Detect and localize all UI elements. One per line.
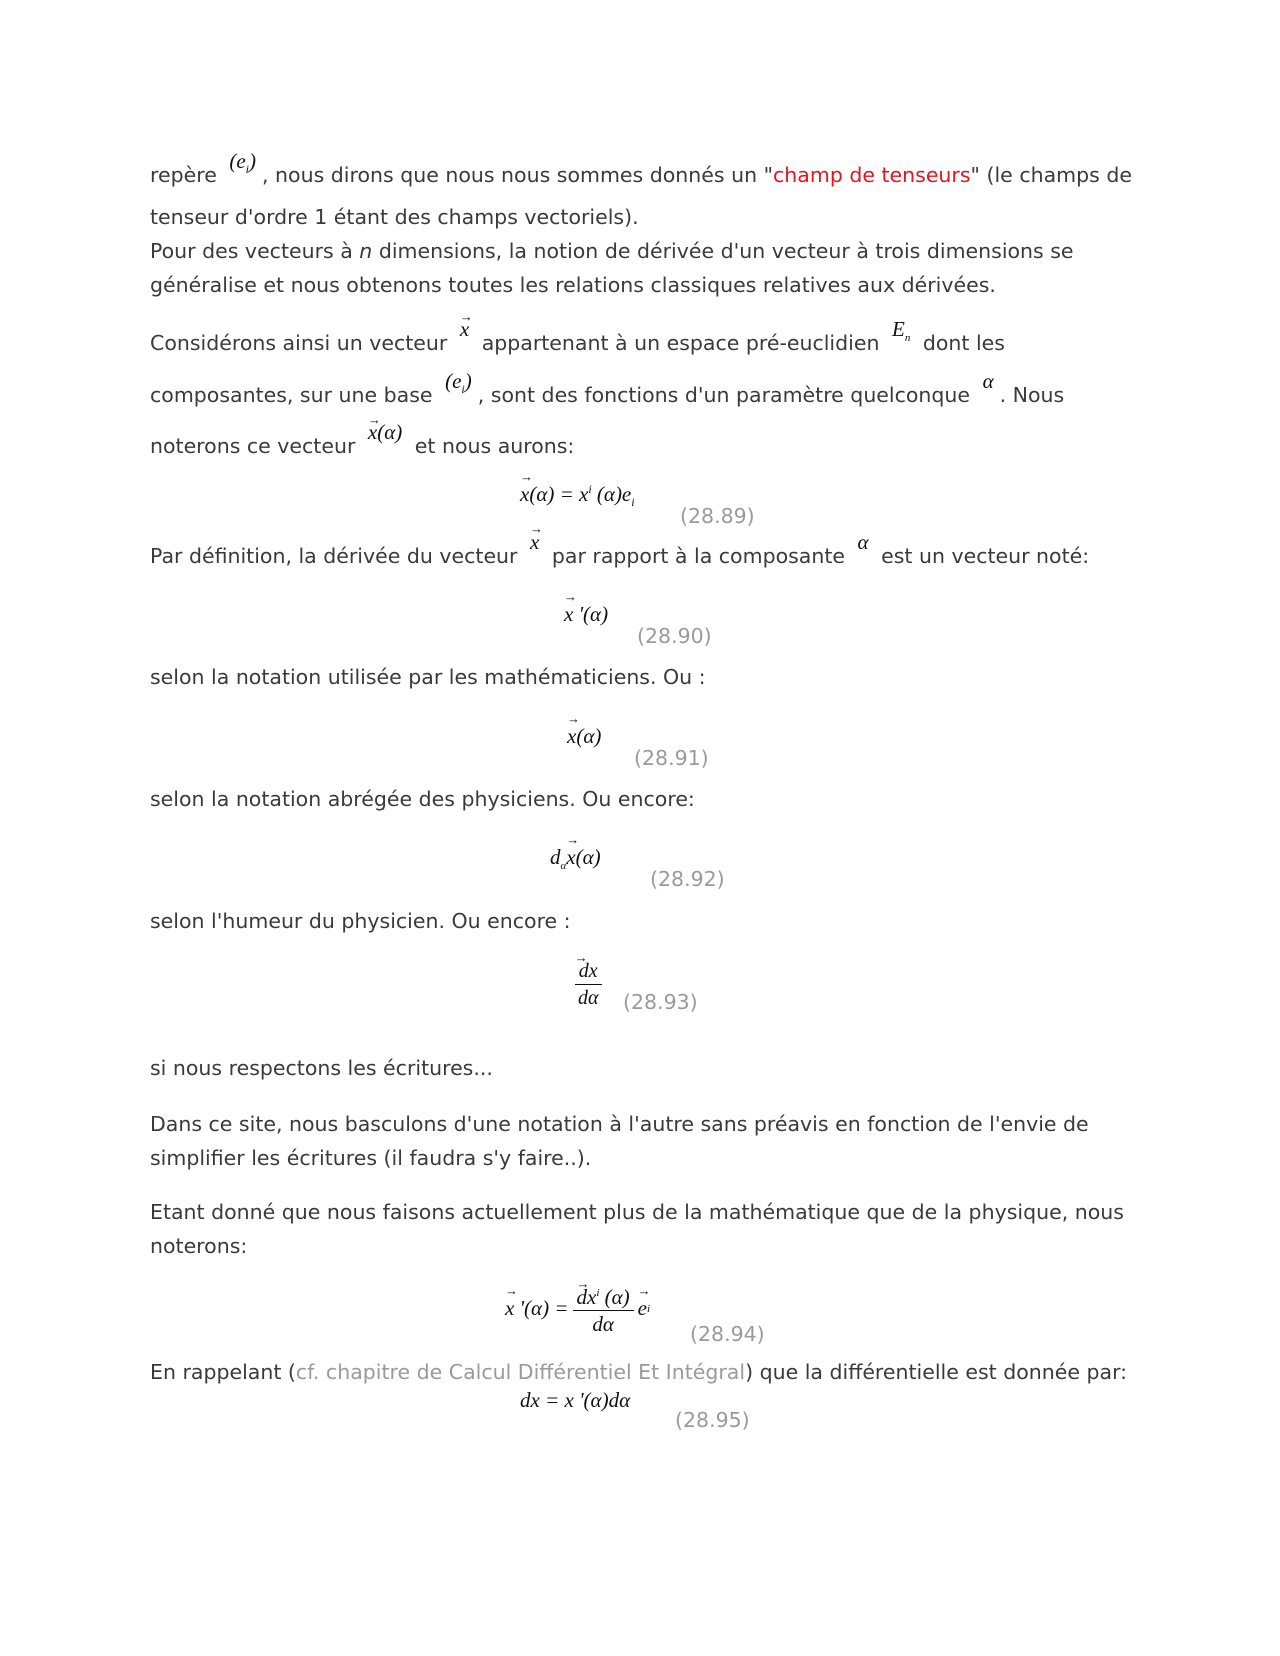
equation-number: (28.95)	[675, 1408, 750, 1432]
equation-28-90	[564, 600, 864, 650]
text: selon la notation abrégée des physiciens. Ou encore:	[150, 787, 695, 811]
paragraph-notation	[150, 1107, 1140, 1175]
vector-x-symbol: → x	[530, 525, 539, 559]
text: , nous dirons que nous nous sommes donnés un "	[262, 163, 774, 187]
text: noterons ce vecteur	[150, 434, 356, 459]
paragraph-noterons	[150, 1195, 1140, 1263]
paragraph-differentielle	[150, 1355, 1140, 1389]
document-page	[150, 0, 1140, 1656]
alpha-symbol: α	[857, 530, 869, 554]
equation-number: (28.90)	[637, 624, 712, 648]
text: appartenant à un espace pré-euclidien	[481, 331, 880, 355]
text: . Nous	[999, 383, 1065, 408]
text: " (le champs de	[970, 163, 1132, 187]
equation-28-94	[505, 1280, 925, 1350]
text: selon la notation utilisée par les mathématiciens. Ou :	[150, 665, 706, 689]
text: noterons:	[150, 1234, 248, 1258]
basis-symbol: $(e_i)$	[445, 369, 472, 397]
equation-expression: dx = x '(α)dα	[520, 1388, 631, 1412]
text: et nous aurons:	[414, 434, 575, 459]
equation-fraction: → $\frac{dx}{d\alpha}$	[574, 958, 603, 1011]
calcul-differentiel-link[interactable]: cf. chapitre de Calcul Différentiel Et Intégral	[295, 1360, 746, 1384]
space-E-symbol: $E_n$	[891, 317, 911, 345]
text: , sont des fonctions d'un paramètre quelconque	[477, 383, 971, 408]
text: Etant donné que nous faisons actuellement plus de la mathématique que de la physique, nous	[150, 1200, 1124, 1224]
equation-number: (28.93)	[623, 990, 698, 1014]
vector-x-alpha-symbol: → x(α)	[368, 411, 402, 454]
equation-number: (28.91)	[634, 746, 709, 770]
text: généralise et nous obtenons toutes les relations classiques relatives aux dérivées.	[150, 273, 996, 298]
alpha-symbol: α	[982, 369, 994, 394]
equation-28-93	[570, 958, 890, 1028]
equation-number: (28.92)	[650, 867, 725, 891]
text: par rapport à la composante	[551, 544, 846, 568]
basis-symbol: $(e_i)$	[229, 149, 257, 177]
paragraph-humeur	[150, 904, 1140, 938]
text: Par définition, la dérivée du vecteur	[150, 544, 518, 568]
equation-28-92	[550, 843, 870, 893]
text: repère	[150, 163, 217, 187]
text: ) que la différentielle est donnée par:	[745, 1360, 1128, 1384]
text: En rappelant (	[150, 1360, 296, 1384]
text: simplifier les écritures (il faudra s'y faire..).	[150, 1146, 592, 1170]
paragraph-considerons	[150, 317, 1140, 468]
text: Dans ce site, nous basculons d'une notation à l'autre sans préavis en fonction de l'envie de	[150, 1112, 1089, 1136]
equation-28-89	[520, 480, 920, 530]
text: selon l'humeur du physicien. Ou encore :	[150, 909, 571, 933]
paragraph-champ-tenseurs	[150, 149, 1140, 302]
text: est un vecteur noté:	[881, 544, 1090, 568]
text: si nous respectons les écritures...	[150, 1056, 493, 1080]
italic-n: n	[359, 239, 373, 264]
paragraph-mathematiciens	[150, 660, 1140, 694]
paragraph-par-definition	[150, 530, 1140, 573]
equation-expression: → $x(\alpha) = x^i$ $(\alpha)e_i$	[520, 482, 635, 510]
champ-de-tenseurs-link[interactable]: champ de tenseurs	[773, 163, 971, 187]
text: composantes, sur une base	[150, 383, 433, 408]
equation-28-95	[520, 1386, 940, 1436]
text: Pour des vecteurs à	[150, 239, 360, 264]
equation-expression: → x '(α)	[564, 602, 608, 627]
equation-number: (28.89)	[680, 504, 755, 528]
text: Considérons ainsi un vecteur	[150, 331, 448, 355]
equation-expression: $d_\alpha\to x(\alpha)$	[550, 845, 601, 872]
text: tenseur d'ordre 1 étant des champs vectoriels).	[150, 205, 639, 230]
vector-x-symbol: → x	[460, 308, 469, 351]
equation-28-91	[567, 722, 867, 772]
text: dimensions, la notion de dérivée d'un vecteur à trois dimensions se	[372, 239, 1074, 264]
equation-number: (28.94)	[690, 1322, 765, 1346]
equation-expression: → x '(α) = → $\frac{dx^i (\alpha)}{d\alpha}$ → e i	[505, 1280, 650, 1337]
paragraph-ecritures	[150, 1051, 1140, 1085]
equation-expression: → x(α)	[567, 724, 601, 749]
text: dont les	[922, 331, 1005, 355]
paragraph-physiciens	[150, 782, 1140, 816]
